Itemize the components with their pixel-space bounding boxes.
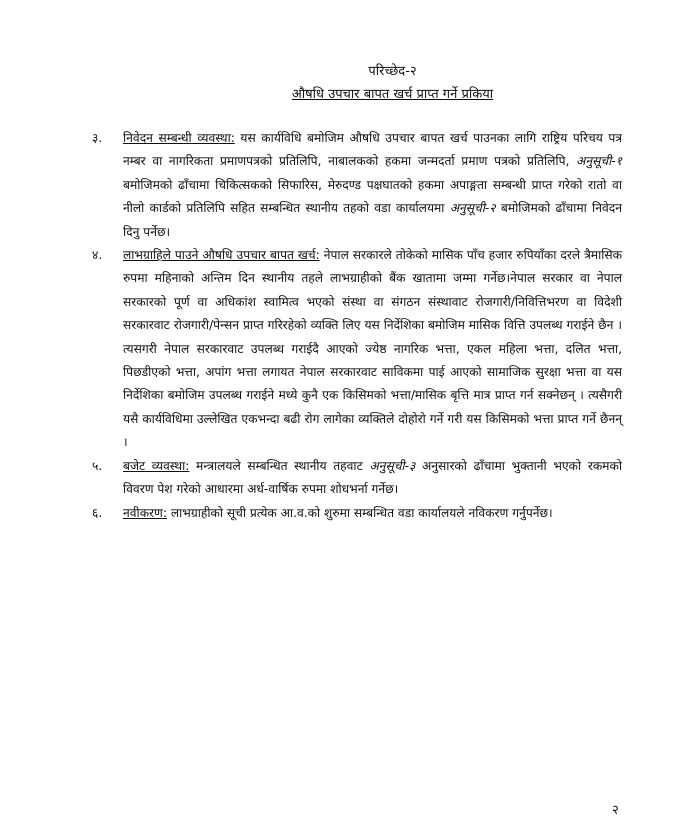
annex-reference: अनुसूची-१ <box>576 154 622 169</box>
section-number: ६. <box>92 505 103 520</box>
section-text: अनुसारको ढाँचामा भुक्तानी भएको रकमको विवरण पेश गरेको आधारमा अर्ध-वार्षिक रुपमा शोधभर्ना गर्नेछ। <box>123 458 622 497</box>
page-number: २ <box>612 803 619 818</box>
section-title: बजेट व्यवस्था: <box>123 458 190 473</box>
section-text: बमोजिमको ढाँचामा चिकित्सकको सिफारिस, मेरुदण्ड पक्षघातको हकमा अपाङ्गता सम्बन्धी प्राप्त गरेको रातो वा नीलो कार्डको प्रतिलिपि सहित सम्बन्धित स्थानीय तहको वडा कार्यालयमा <box>123 177 622 216</box>
page-heading: औषधि उपचार बापत खर्च प्राप्त गर्ने प्रकिया <box>291 87 494 102</box>
section-title: निवेदन सम्बन्धी व्यवस्था: <box>123 131 235 145</box>
section-text: यस कार्यविधि बमोजिम औषधि उपचार बापत खर्च पाउनका लागि राष्ट्रिय परिचय पत्र नम्बर वा नागरिकता प्रमाणपत्रको प्रतिलिपि, नाबालकको हकमा जन्मदर्ता प्रमाण पत्रको प्रतिलिपि, <box>123 131 622 169</box>
section-title: नवीकरण: <box>123 505 167 520</box>
section-number: ५. <box>92 458 103 473</box>
chapter-label: परिच्छेद-२ <box>368 64 417 79</box>
section-5 <box>92 455 622 502</box>
section-text: बमोजिमको ढाँचामा निवेदन दिनु पर्नेछ। <box>123 201 622 239</box>
section-6 <box>92 502 622 525</box>
section-title: लाभग्राहिले पाउने औषधि उपचार बापत खर्च: <box>123 248 320 263</box>
section-number: ३. <box>92 131 103 145</box>
section-3 <box>92 127 622 244</box>
section-text: नेपाल सरकारले तोकेको मासिक पाँच हजार रुपियाँका दरले त्रैमासिक रुपमा महिनाको अन्तिम दिन स्थानीय तहले लाभग्राहीको बैंक खातामा जम्मा गर्नेछ।नेपाल सरकार वा नेपाल सरकारको पूर्ण वा अधिकांश स्वामित्व भएको संस्था वा संगठन संस्थावाट रोजगारी/निवित्तिभरण वा विदेशी सरकारवाट रोजगारी/पेन्सन प्राप्त गरिरहेको व्यक्ति लिए यस निर्देशिका बमोजिम मासिक वित्ति उपलब्ध गराईने छैन । त्यसगरी नेपाल सरकारवाट उपलब्ध गराईदै आएको ज्येष्ठ नागरिक भत्ता, एकल महिला भत्ता, दलित भत्ता, पिछडीएको भत्ता, अपांग भत्ता लगायत नेपाल सरकारवाट साविकमा पाई आएको सामाजिक सुरक्षा भत्ता वा यस निर्देशिका बमोजिम उपलब्ध गराईने मध्ये कुनै एक किसिमको भत्ता/मासिक बृत्ति मात्र प्राप्त गर्न सक्नेछन् । त्यसैगरी यसै कार्यविधिमा उल्लेखित एकभन्दा बढी रोग लागेका व्यक्तिले दोहोरो गर्ने गरी यस किसिमको भत्ता प्राप्त गर्ने छैनन् । <box>123 248 623 450</box>
section-number: ४. <box>92 248 103 263</box>
section-4 <box>92 244 622 455</box>
section-text: मन्त्रालयले सम्बन्धित स्थानीय तहवाट <box>189 458 370 473</box>
annex-reference: अनुसूची-२ <box>449 201 496 216</box>
sections-list <box>92 127 622 525</box>
section-text: लाभग्राहीको सूची प्रत्येक आ.व.को शुरुमा सम्बन्धित वडा कार्यालयले नविकरण गर्नुपर्नेछ। <box>166 505 553 520</box>
annex-reference: अनुसूची-३ <box>369 458 416 473</box>
